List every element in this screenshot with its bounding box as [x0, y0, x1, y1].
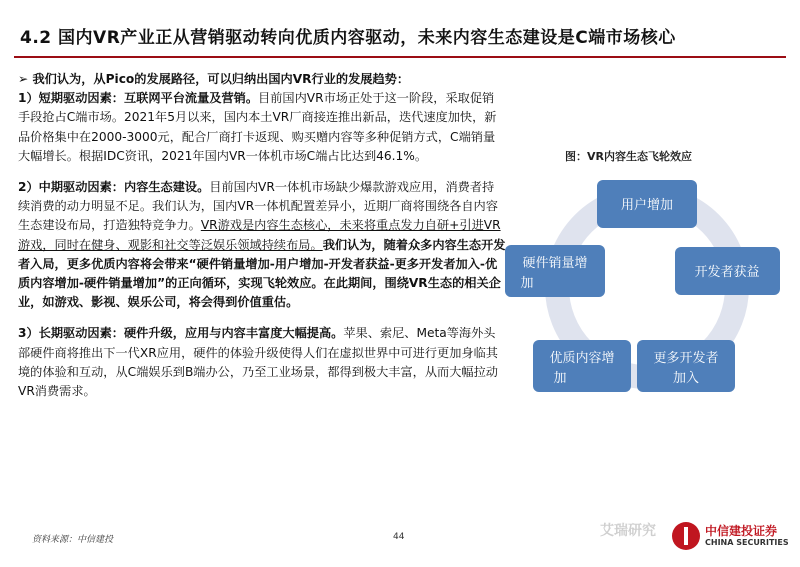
company-logo	[672, 522, 789, 550]
intro-text: ➢ 我们认为，从Pico的发展路径，可以归纳出国内VR行业的发展趋势：	[18, 72, 410, 86]
logo-icon	[672, 522, 700, 550]
intro-paragraph	[18, 70, 506, 166]
paragraph-3	[18, 324, 506, 401]
title-bar	[14, 14, 786, 58]
p3-label: 3）长期驱动因素：硬件升级，应用与内容丰富度大幅提高。	[18, 326, 344, 341]
node-more-dev-label-1: 更多开发者	[653, 351, 719, 366]
node-hardware-label-1: 硬件销量增	[522, 256, 588, 271]
p3-text: 苹果、索尼、Meta等海外头部硬件商将推出下一代XR应用，硬件的体验升级使得人们在虚拟世界中可进行更加身临其境的体验和互动，从C端娱乐到B端办公，乃至工业场景，都得到极大丰富，从而大幅拉动VR消费需求。	[18, 326, 498, 399]
node-users-label: 用户增加	[620, 198, 674, 213]
logo-text	[705, 524, 789, 548]
flywheel-diagram	[505, 175, 790, 405]
node-users	[597, 180, 697, 228]
node-dev-gain-label: 开发者获益	[694, 265, 760, 280]
p1-text: 目前国内VR市场正处于这一阶段，采取促销手段抢占C端市场。2021年5月以来，国内本土VR厂商接连推出新品，迭代速度加快，新品价格集中在2000-3000元，配合厂商打卡返现、购买赠内容等多种促销方式，C端销量大幅增长。根据IDC资讯，2021年国内VR一体机市场C端占比达到46.1%。	[18, 91, 497, 163]
node-dev-gain	[675, 247, 780, 295]
node-hardware	[505, 245, 605, 297]
node-hardware-label-2: 加	[520, 276, 534, 291]
p2-text: 目前国内VR一体机市场缺少爆款游戏应用，消费者持续消费的动力明显不足。我们认为，国内VR一体机配置差异小，近期厂商将围绕各自内容生态建设布局，打造独特竞争力。	[18, 180, 498, 233]
body-text	[18, 70, 506, 413]
watermark: 艾瑞研究	[600, 523, 656, 539]
node-content	[533, 340, 631, 392]
figure-caption: 图：VR内容生态飞轮效应	[565, 150, 692, 163]
node-content-label-2: 加	[553, 371, 567, 386]
p2-bold-text: 我们认为，随着众多内容生态开发者入局，更多优质内容将会带来“硬件销量增加-用户增加-开发者获益-更多开发者加入-优质内容增加-硬件销量增加”的正向循环，实现飞轮效应。在此期间，围绕VR生态的相关企业，如游戏、影视、娱乐公司，将会得到价值重估。	[18, 237, 506, 310]
p1-label: 1）短期驱动因素：互联网平台流量及营销。	[18, 91, 259, 106]
logo-cn: 中信建投证券	[705, 524, 778, 538]
logo-en: CHINA SECURITIES	[705, 538, 789, 547]
footer-source: 资料来源：中信建投	[32, 535, 114, 545]
p2-underlined-text: VR游戏是内容生态核心，未来将重点发力自研+引进VR游戏，同时在健身、观影和社交等泛娱乐领域持续布局。	[18, 218, 501, 252]
paragraph-2	[18, 178, 506, 312]
node-more-dev-label-2: 加入	[672, 371, 700, 386]
node-content-label-1: 优质内容增	[549, 351, 615, 366]
page-title: 4.2 国内VR产业正从营销驱动转向优质内容驱动，未来内容生态建设是C端市场核心	[20, 27, 676, 48]
page-number: 44	[393, 532, 405, 542]
node-content-box	[533, 340, 631, 392]
p2-label: 2）中期驱动因素：内容生态建设。	[18, 180, 210, 195]
node-more-dev	[637, 340, 735, 392]
